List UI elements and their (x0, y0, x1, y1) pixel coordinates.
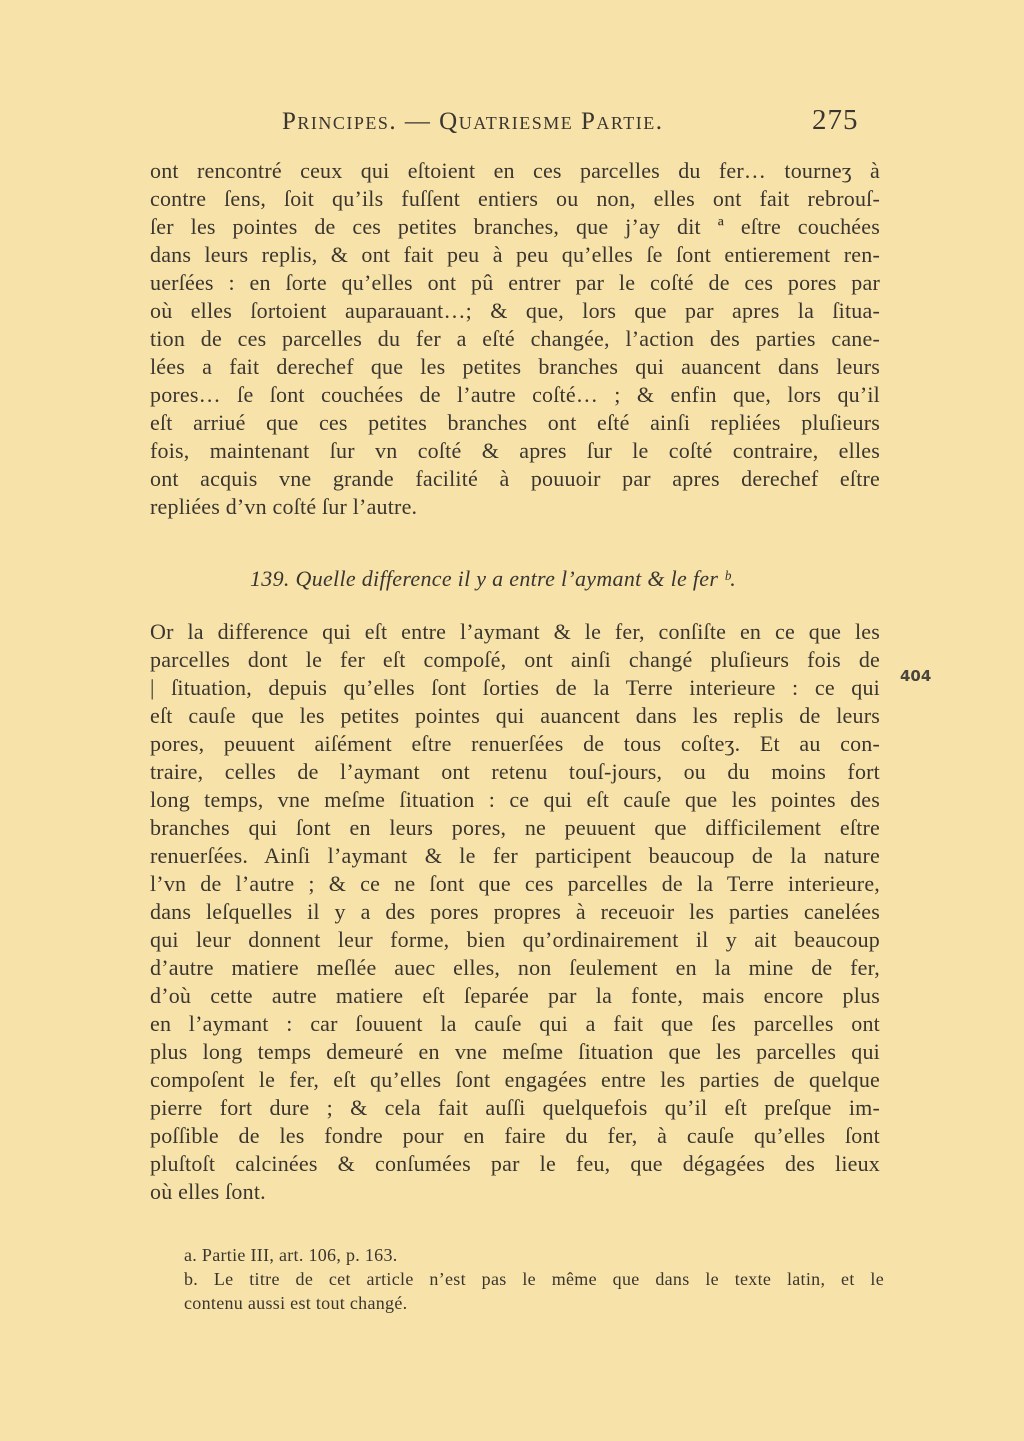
footnote-b-continuation: contenu aussi est tout changé. (184, 1293, 408, 1313)
text-line: traire, celles de l’aymant ont retenu touſ-jours, ou du moins fort (150, 759, 880, 784)
text-line: qui leur donnent leur forme, bien qu’ordinairement il y ait beaucoup (150, 927, 880, 952)
text-line: où elles ſont. (150, 1179, 266, 1204)
text-line: branches qui ſont en leurs pores, ne peuuent que difficilement eſtre (150, 815, 880, 840)
text-line: parcelles dont le fer eſt compoſé, ont ainſi changé pluſieurs fois de (150, 647, 880, 672)
text-line: eſt cauſe que les petites pointes qui auancent dans les replis de leurs (150, 703, 880, 728)
text-line: long temps, vne meſme ſituation : ce qui eſt cauſe que les pointes des (150, 787, 880, 812)
text-line: tion de ces parcelles du fer a eſté changée, l’action des parties cane- (150, 326, 880, 351)
text-line: pores… ſe ſont couchées de l’autre coſté… ; & enfin que, lors qu’il (150, 382, 880, 407)
text-line: pores, peuuent aiſément eſtre renuerſées de tous coſteʒ. Et au con- (150, 731, 880, 756)
text-line: pluſtoſt calcinées & conſumées par le feu, que dégagées des lieux (150, 1151, 880, 1176)
text-line: repliées d’vn coſté ſur l’autre. (150, 494, 418, 519)
text-line: Or la difference qui eſt entre l’aymant & le fer, conſiſte en ce que les (150, 619, 880, 644)
text-line: dans leurs replis, & ont fait peu à peu qu’elles ſe ſont entierement ren- (150, 242, 880, 267)
text-line: d’où cette autre matiere eſt ſeparée par la fonte, mais encore plus (150, 983, 880, 1008)
text-line: lées a fait derechef que les petites branches qui auancent dans leurs (150, 354, 880, 379)
text-line: contre ſens, ſoit qu’ils fuſſent entiers ou non, elles ont fait rebrouſ- (150, 186, 880, 211)
text-line: dans leſquelles il y a des pores propres à receuoir les parties canelées (150, 899, 880, 924)
text-line: compoſent le fer, eſt qu’elles ſont engagées entre les parties de quelque (150, 1067, 880, 1092)
text-line: plus long temps demeuré en vne meſme ſituation que les parcelles qui (150, 1039, 880, 1064)
text-line: en l’aymant : car ſouuent la cauſe qui a fait que ſes parcelles ont (150, 1011, 880, 1036)
article-heading: 139. Quelle difference il y a entre l’aymant & le fer ᵇ. (250, 566, 737, 591)
text-line: eſt arriué que ces petites branches ont eſté ainſi repliées pluſieurs (150, 410, 880, 435)
text-line: poſſible de les fondre pour en faire du fer, à cauſe qu’elles ſont (150, 1123, 880, 1148)
text-line: pierre fort dure ; & cela fait auſſi quelquefois qu’il eſt preſque im- (150, 1095, 880, 1120)
text-line: | ſituation, depuis qu’elles ſont ſorties de la Terre interieure : ce qui (150, 675, 880, 700)
margin-reference-number: 404 (900, 667, 932, 685)
text-line: ſer les pointes de ces petites branches, que j’ay dit ª eſtre couchées (150, 214, 880, 239)
text-line: ont acquis vne grande facilité à pouuoir par apres derechef eſtre (150, 466, 880, 491)
text-line: d’autre matiere meſlée auec elles, non ſeulement en la mine de fer, (150, 955, 880, 980)
text-line: l’vn de l’autre ; & ce ne ſont que ces parcelles de la Terre interieure, (150, 871, 880, 896)
text-line: fois, maintenant ſur vn coſté & apres ſur le coſté contraire, elles (150, 438, 880, 463)
page-number: 275 (812, 104, 859, 136)
text-line: renuerſées. Ainſi l’aymant & le fer participent beaucoup de la nature (150, 843, 880, 868)
running-title: Principes. — Quatriesme Partie. (282, 108, 664, 135)
text-line: ont rencontré ceux qui eſtoient en ces parcelles du fer… tourneʒ à (150, 158, 880, 183)
text-line: uerſées : en ſorte qu’elles ont pû entrer par le coſté de ces pores par (150, 270, 880, 295)
text-line: où elles ſortoient auparauant…; & que, lors que par apres la ſitua- (150, 298, 880, 323)
running-head (0, 104, 1024, 144)
footnote-a: a. Partie III, art. 106, p. 163. (184, 1245, 398, 1265)
footnote-b: b. Le titre de cet article n’est pas le même que dans le texte latin, et le (184, 1269, 884, 1289)
